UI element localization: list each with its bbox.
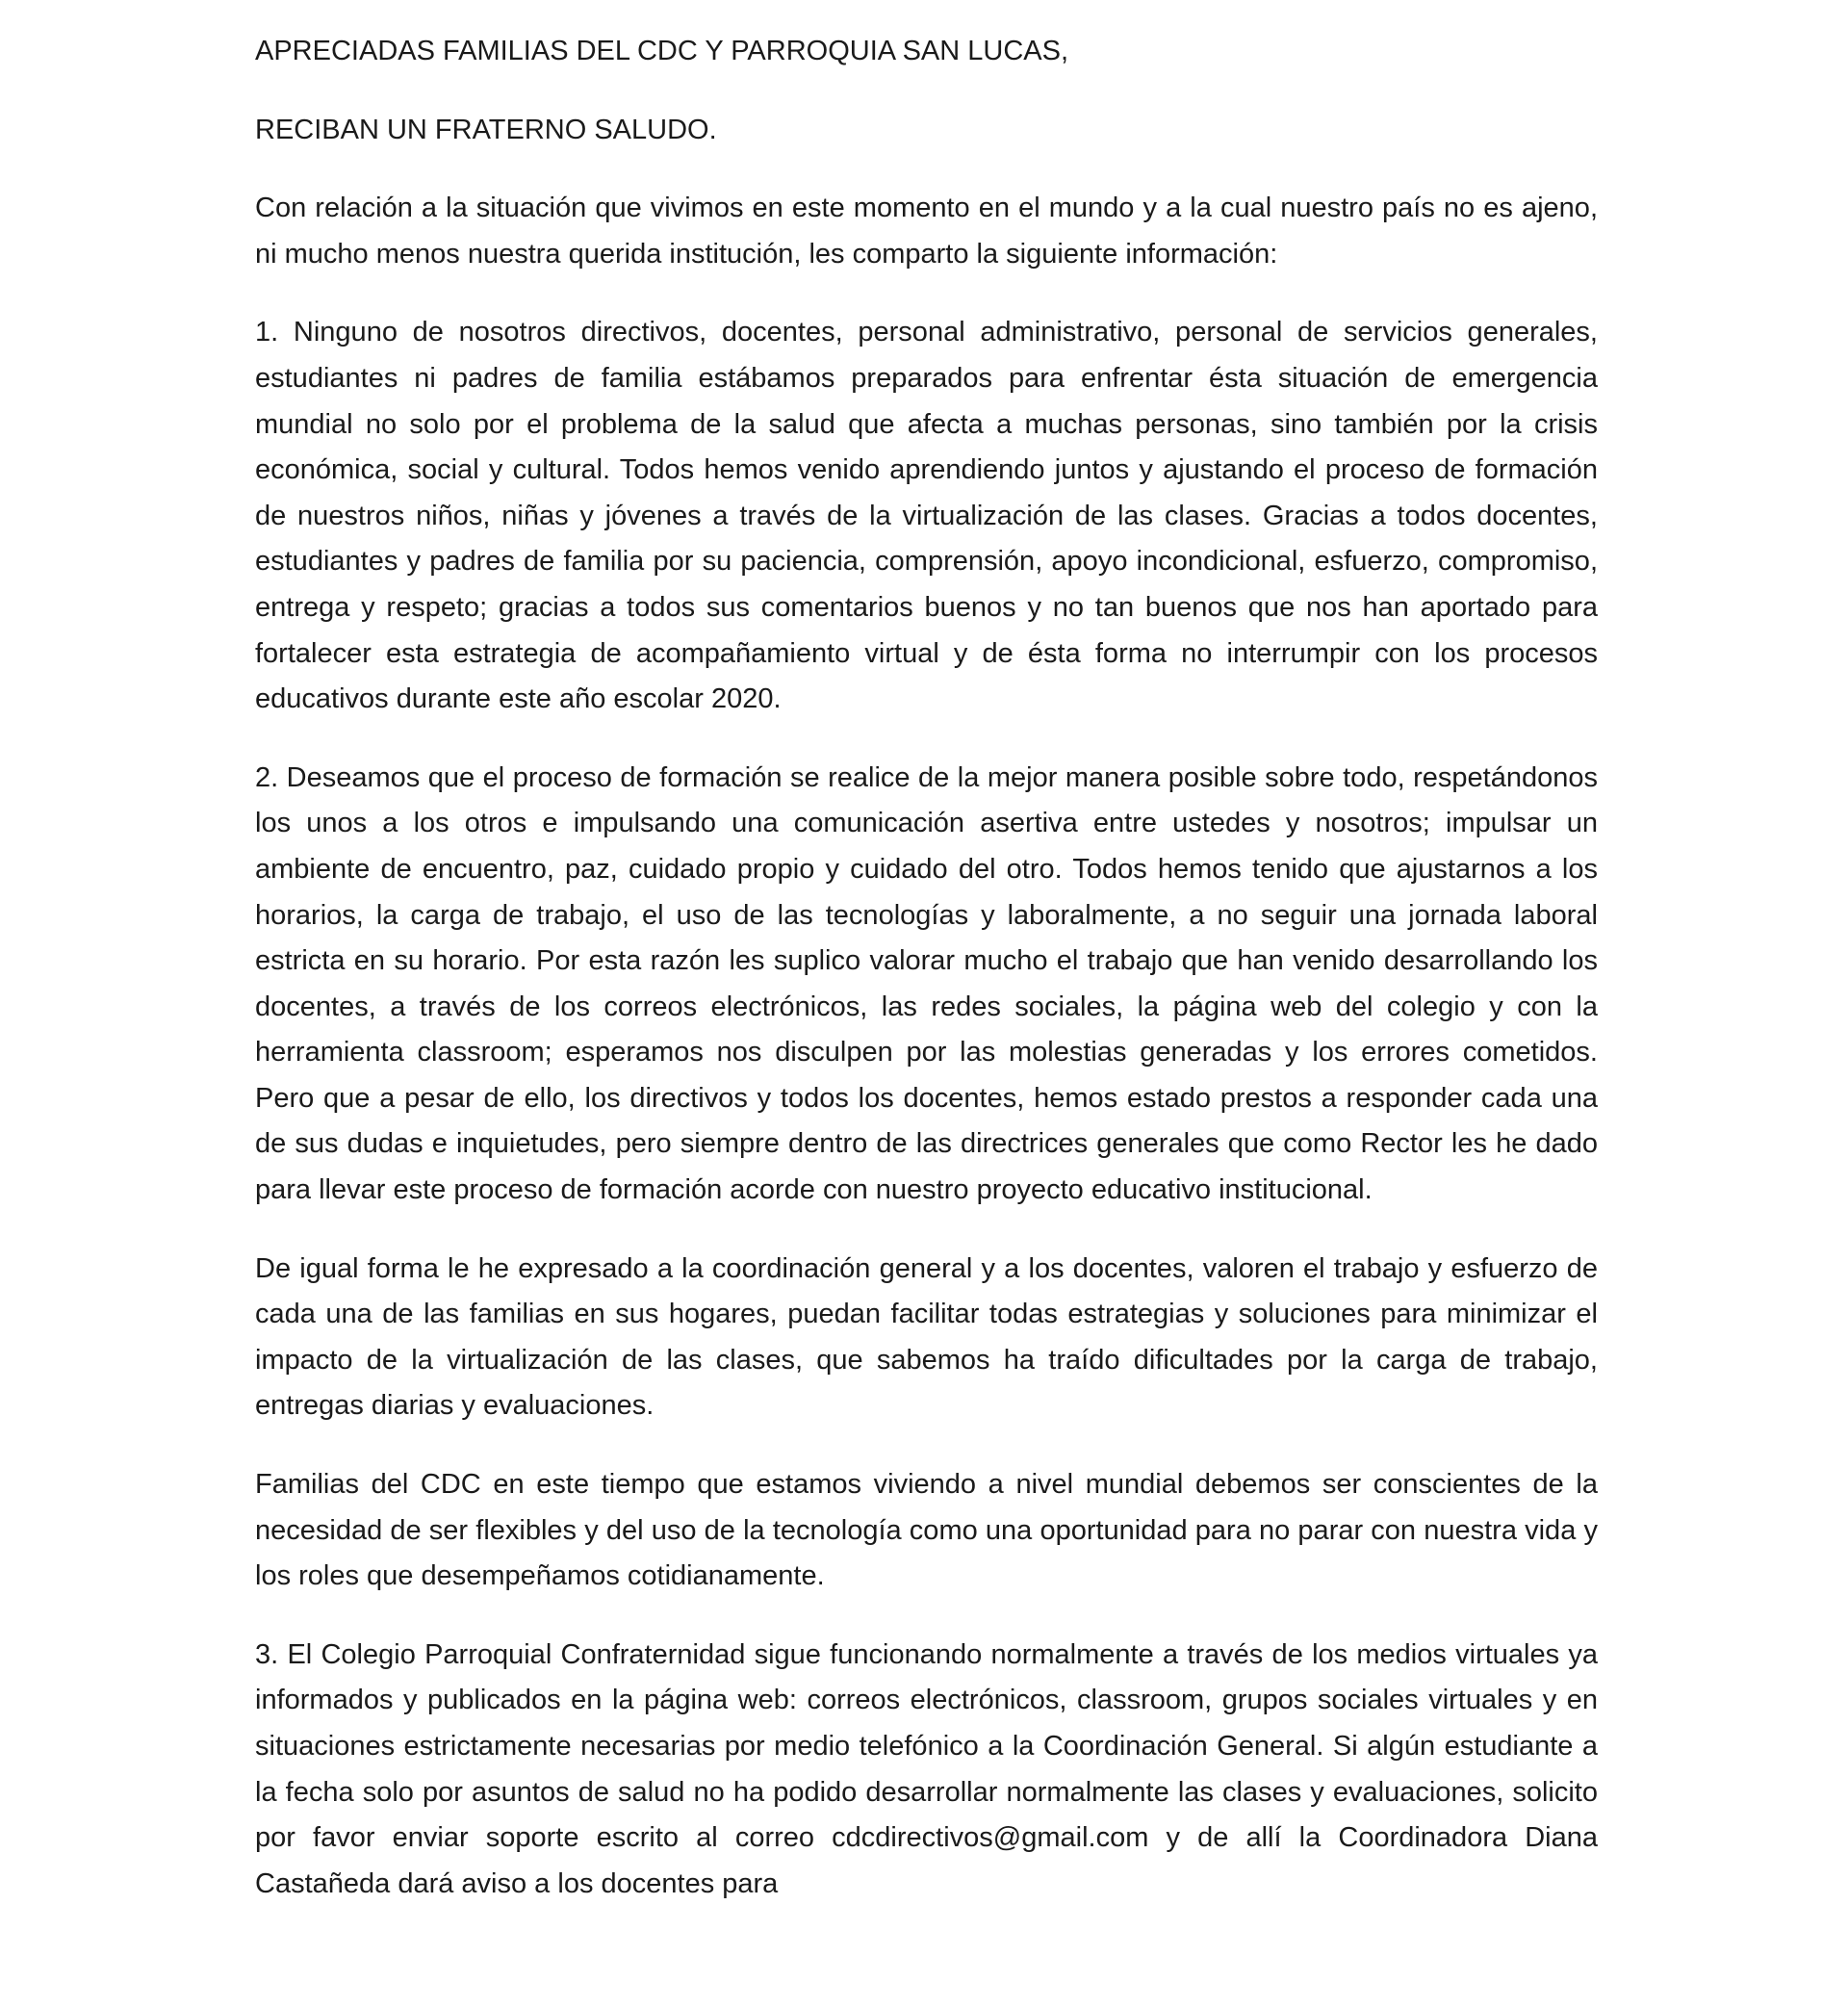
coordination-paragraph: De igual forma le he expresado a la coordinación general y a los docentes, valoren el trabajo y esfuerzo de cada una de las familias en sus hogares, puedan facilitar todas estrategias y soluciones para minimizar el impacto de la virtualización de las clases, que sabemos ha traído dificultades por la carga de trabajo, entregas diarias y evaluaciones. <box>255 1252 1598 1422</box>
intro-paragraph: Con relación a la situación que vivimos en este momento en el mundo y a la cual nuestro país no es ajeno, ni mucho menos nuestra querida institución, les comparto la siguiente información: <box>255 193 1598 270</box>
letter-body <box>255 29 1598 1940</box>
point-3-text-after: y de allí la Coordinadora Diana Castañeda dará aviso a los docentes para <box>255 1822 1598 1899</box>
point-2-paragraph: 2. Deseamos que el proceso de formación se realice de la mejor manera posible sobre todo, respetándonos los unos a los otros e impulsando una comunicación asertiva entre ustedes y nosotros; impulsar un ambiente de encuentro, paz, cuidado propio y cuidado del otro. Todos hemos tenido que ajustarnos a los horarios, la carga de trabajo, el uso de las tecnologías y laboralmente, a no seguir una jornada laboral estricta en su horario. Por esta razón les suplico valorar mucho el trabajo que han venido desarrollando los docentes, a través de los correos electrónicos, las redes sociales, la página web del colegio y con la herramienta classroom; esperamos nos disculpen por las molestias generadas y los errores cometidos. Pero que a pesar de ello, los directivos y todos los docentes, hemos estado prestos a responder cada una de sus dudas e inquietudes, pero siempre dentro de las directrices generales que como Rector les he dado para llevar este proceso de formación acorde con nuestro proyecto educativo institucional. <box>255 761 1598 1206</box>
point-3-text-before: 3. El Colegio Parroquial Confraternidad sigue funcionando normalmente a través de los medios virtuales ya informados y publicados en la página web: correos electrónicos, classroom, grupos sociales virtuales y en situaciones estrictamente necesarias por medio telefónico a la Coordinación General. Si algún estudiante a la fecha solo por asuntos de salud no ha podido desarrollar normalmente las clases y evaluaciones, solicito por favor enviar soporte escrito al correo <box>255 1638 1598 1854</box>
point-1-paragraph: 1. Ninguno de nosotros directivos, docentes, personal administrativo, personal de servicios generales, estudiantes ni padres de familia estábamos preparados para enfrentar ésta situación de emergencia mundial no solo por el problema de la salud que afecta a muchas personas, sino también por la crisis económica, social y cultural. Todos hemos venido aprendiendo juntos y ajustando el proceso de formación de nuestros niños, niñas y jóvenes a través de la virtualización de las clases. Gracias a todos docentes, estudiantes y padres de familia por su paciencia, comprensión, apoyo incondicional, esfuerzo, compromiso, entrega y respeto; gracias a todos sus comentarios buenos y no tan buenos que nos han aportado para fortalecer esta estrategia de acompañamiento virtual y de ésta forma no interrumpir con los procesos educativos durante este año escolar 2020. <box>255 317 1598 715</box>
greeting-line-1: APRECIADAS FAMILIAS DEL CDC Y PARROQUIA SAN LUCAS, <box>255 36 1069 66</box>
greeting-line-2: RECIBAN UN FRATERNO SALUDO. <box>255 114 717 145</box>
point-3-paragraph <box>255 1633 1598 1908</box>
contact-email: cdcdirectivos@gmail.com <box>832 1822 1149 1854</box>
families-paragraph: Familias del CDC en este tiempo que estamos viviendo a nivel mundial debemos ser conscientes de la necesidad de ser flexibles y del uso de la tecnología como una oportunidad para no parar con nuestra vida y los roles que desempeñamos cotidianamente. <box>255 1469 1598 1592</box>
